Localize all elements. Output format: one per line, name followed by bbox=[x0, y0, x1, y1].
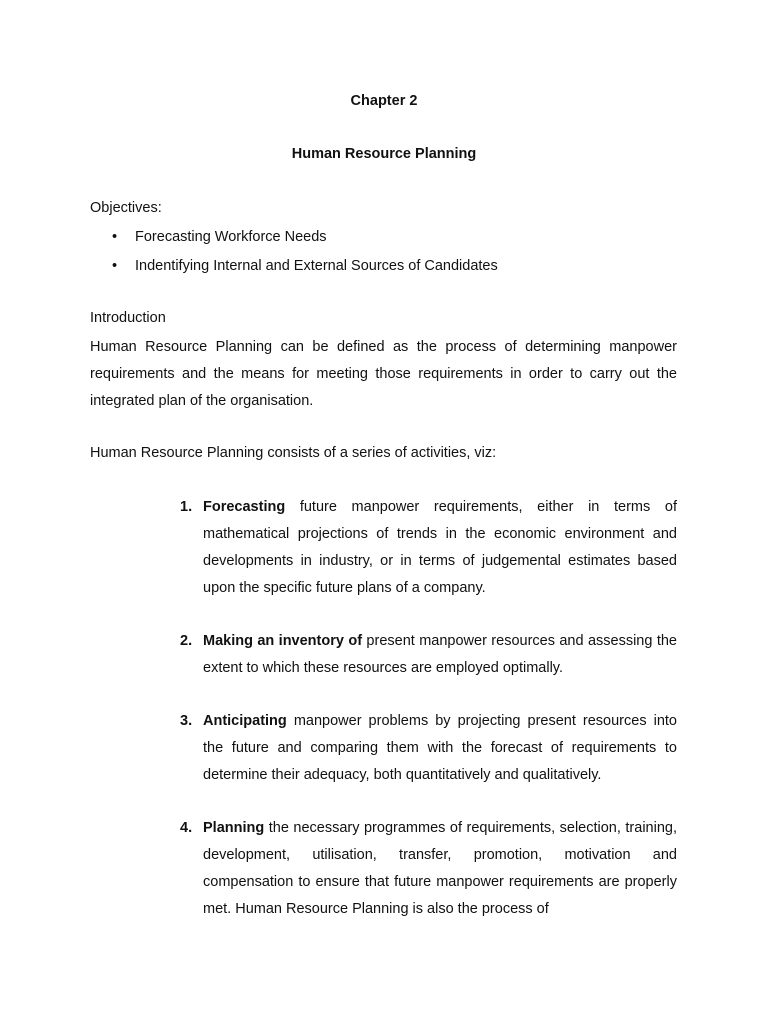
item-lead: Making an inventory of bbox=[203, 633, 363, 649]
item-number: 4. bbox=[180, 820, 193, 836]
item-number: 1. bbox=[180, 499, 193, 515]
item-lead: Forecasting bbox=[203, 499, 286, 515]
list-item bbox=[180, 708, 677, 789]
bullet-icon: • bbox=[112, 229, 118, 245]
activities-list bbox=[180, 494, 677, 949]
item-number: 3. bbox=[180, 713, 193, 729]
list-item bbox=[112, 256, 498, 285]
bullet-icon: • bbox=[112, 258, 118, 274]
item-lead: Anticipating bbox=[203, 713, 287, 729]
objectives-list bbox=[112, 227, 498, 285]
introduction-heading: Introduction bbox=[90, 310, 166, 326]
item-number: 2. bbox=[180, 633, 193, 649]
objectives-label: Objectives: bbox=[90, 200, 162, 216]
list-item bbox=[112, 227, 498, 256]
page-title: Human Resource Planning bbox=[291, 146, 477, 162]
item-text: present manpower resources and assessing the extent to which these resources are employed optimally. bbox=[203, 633, 677, 676]
introduction-paragraph: Human Resource Planning can be defined as the process of determining manpower requirements and the means for meeting those requirements in order to carry out the integrated plan of the organisation. bbox=[90, 339, 677, 409]
item-text: future manpower requirements, either in terms of mathematical projections of trends in the economic environment and developments in industry, or in terms of judgemental estimates based upon the specific future plans of a company. bbox=[203, 499, 677, 596]
item-lead: Planning bbox=[203, 820, 265, 836]
objective-text: Forecasting Workforce Needs bbox=[135, 229, 327, 245]
activities-intro-paragraph: Human Resource Planning consists of a series of activities, viz: bbox=[90, 445, 497, 461]
item-text: the necessary programmes of requirements, selection, training, development, utilisation, transfer, promotion, motivation and compensation to ensure that future manpower requirements are properly met. Human Resource Planning is also the process of bbox=[203, 820, 677, 917]
item-text: manpower problems by projecting present resources into the future and comparing them with the forecast of requirements to determine their adequacy, both quantitatively and qualitatively. bbox=[203, 713, 677, 783]
list-item bbox=[180, 628, 677, 682]
list-item bbox=[180, 815, 677, 923]
chapter-heading: Chapter 2 bbox=[350, 93, 418, 109]
objective-text: Indentifying Internal and External Sources of Candidates bbox=[135, 258, 498, 274]
list-item bbox=[180, 494, 677, 602]
